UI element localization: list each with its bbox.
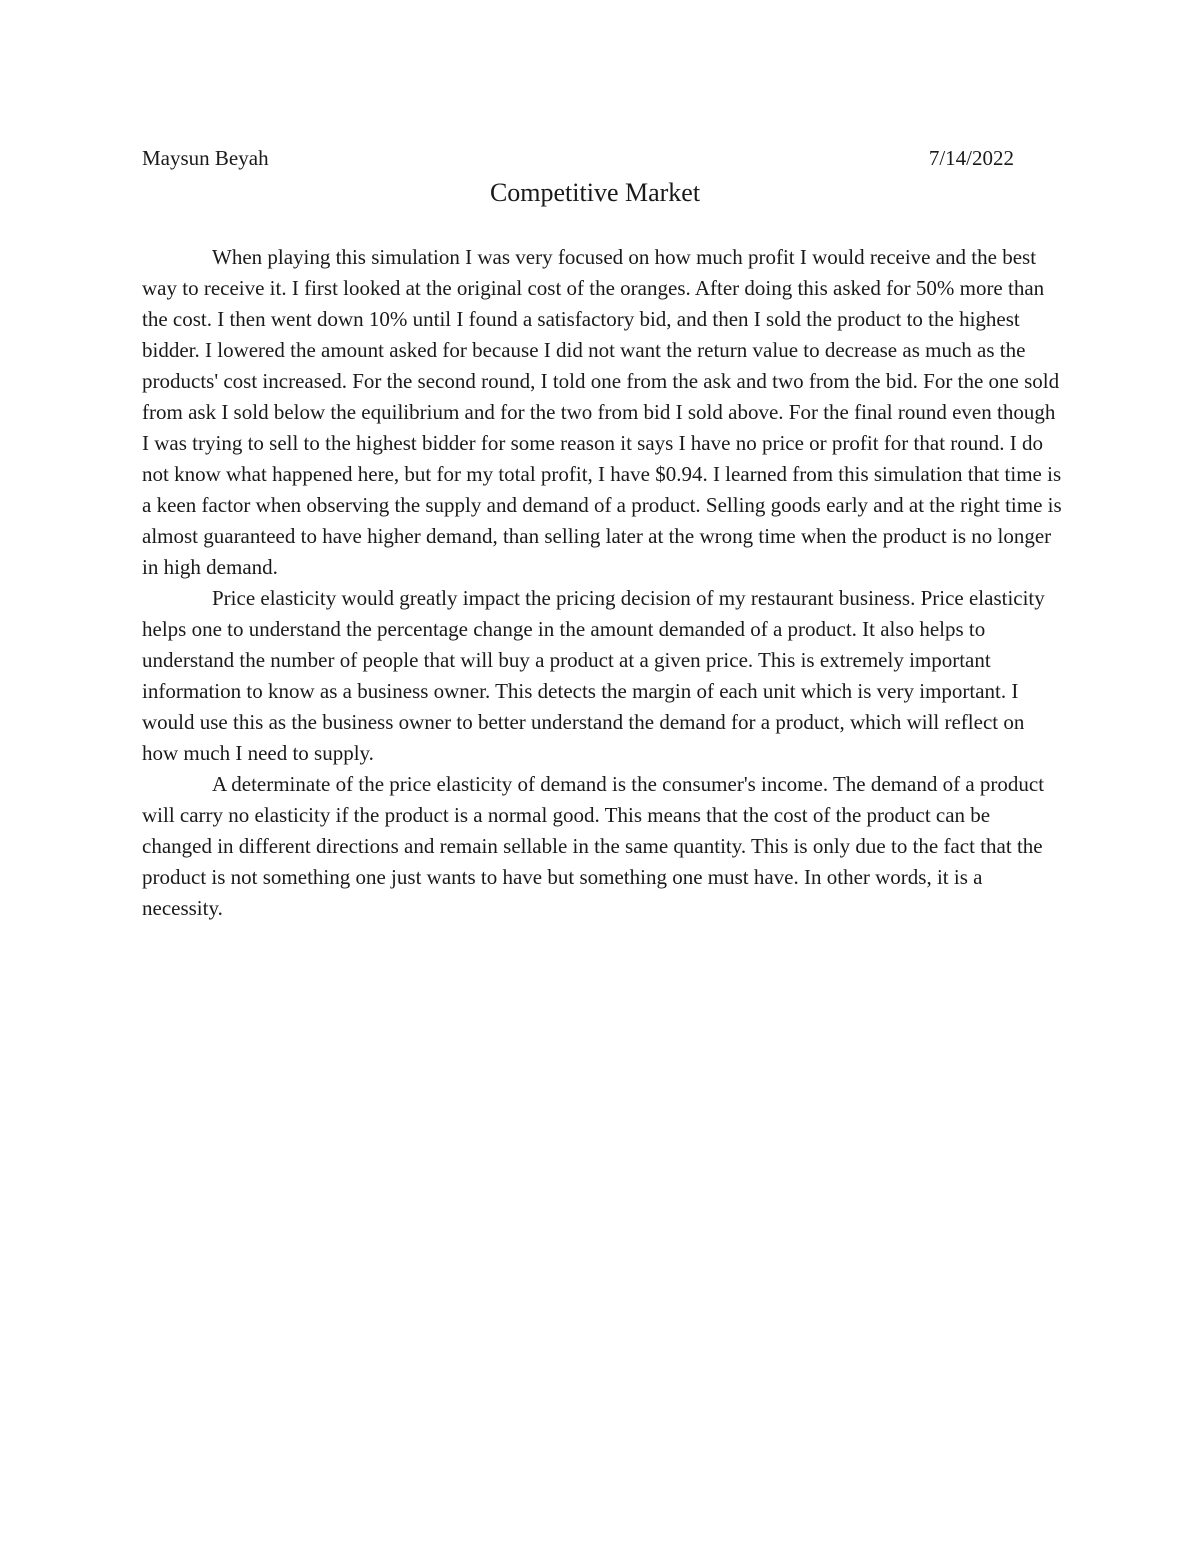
paragraph-2: Price elasticity would greatly impact the pricing decision of my restaurant business. Price elasticity helps one to understand the percentage change in the amount demanded of a product. It also helps to understand the number of people that will buy a product at a given price. This is extremely important information to know as a business owner. This detects the margin of each unit which is very important. I would use this as the business owner to better understand the demand for a product, which will reflect on how much I need to supply.: [142, 586, 1045, 765]
paragraph-3: A determinate of the price elasticity of demand is the consumer's income. The demand of a product will carry no elasticity if the product is a normal good. This means that the cost of the product can be changed in different directions and remain sellable in the same quantity. This is only due to the fact that the product is not something one just wants to have but something one must have. In other words, it is a necessity.: [142, 772, 1045, 920]
document-title: Competitive Market: [489, 178, 701, 207]
document-date: 7/14/2022: [928, 146, 1014, 170]
paragraph-1: When playing this simulation I was very focused on how much profit I would receive and the best way to receive it. I first looked at the original cost of the oranges. After doing this asked for 50% more than the cost. I then went down 10% until I found a satisfactory bid, and then I sold the product to the highest bidder. I lowered the amount asked for because I did not want the return value to decrease as much as the products' cost increased. For the second round, I told one from the ask and two from the bid. For the one sold from ask I sold below the equilibrium and for the two from bid I sold above. For the final round even though I was trying to sell to the highest bidder for some reason it says I have no price or profit for that round. I do not know what happened here, but for my total profit, I have $0.94. I learned from this simulation that time is a keen factor when observing the supply and demand of a product. Selling goods early and at the right time is almost guaranteed to have higher demand, than selling later at the wrong time when the product is no longer in high demand.: [142, 245, 1062, 579]
document-body: [142, 242, 1062, 924]
document-header: [142, 144, 1014, 172]
author-name: Maysun Beyah: [142, 146, 269, 170]
